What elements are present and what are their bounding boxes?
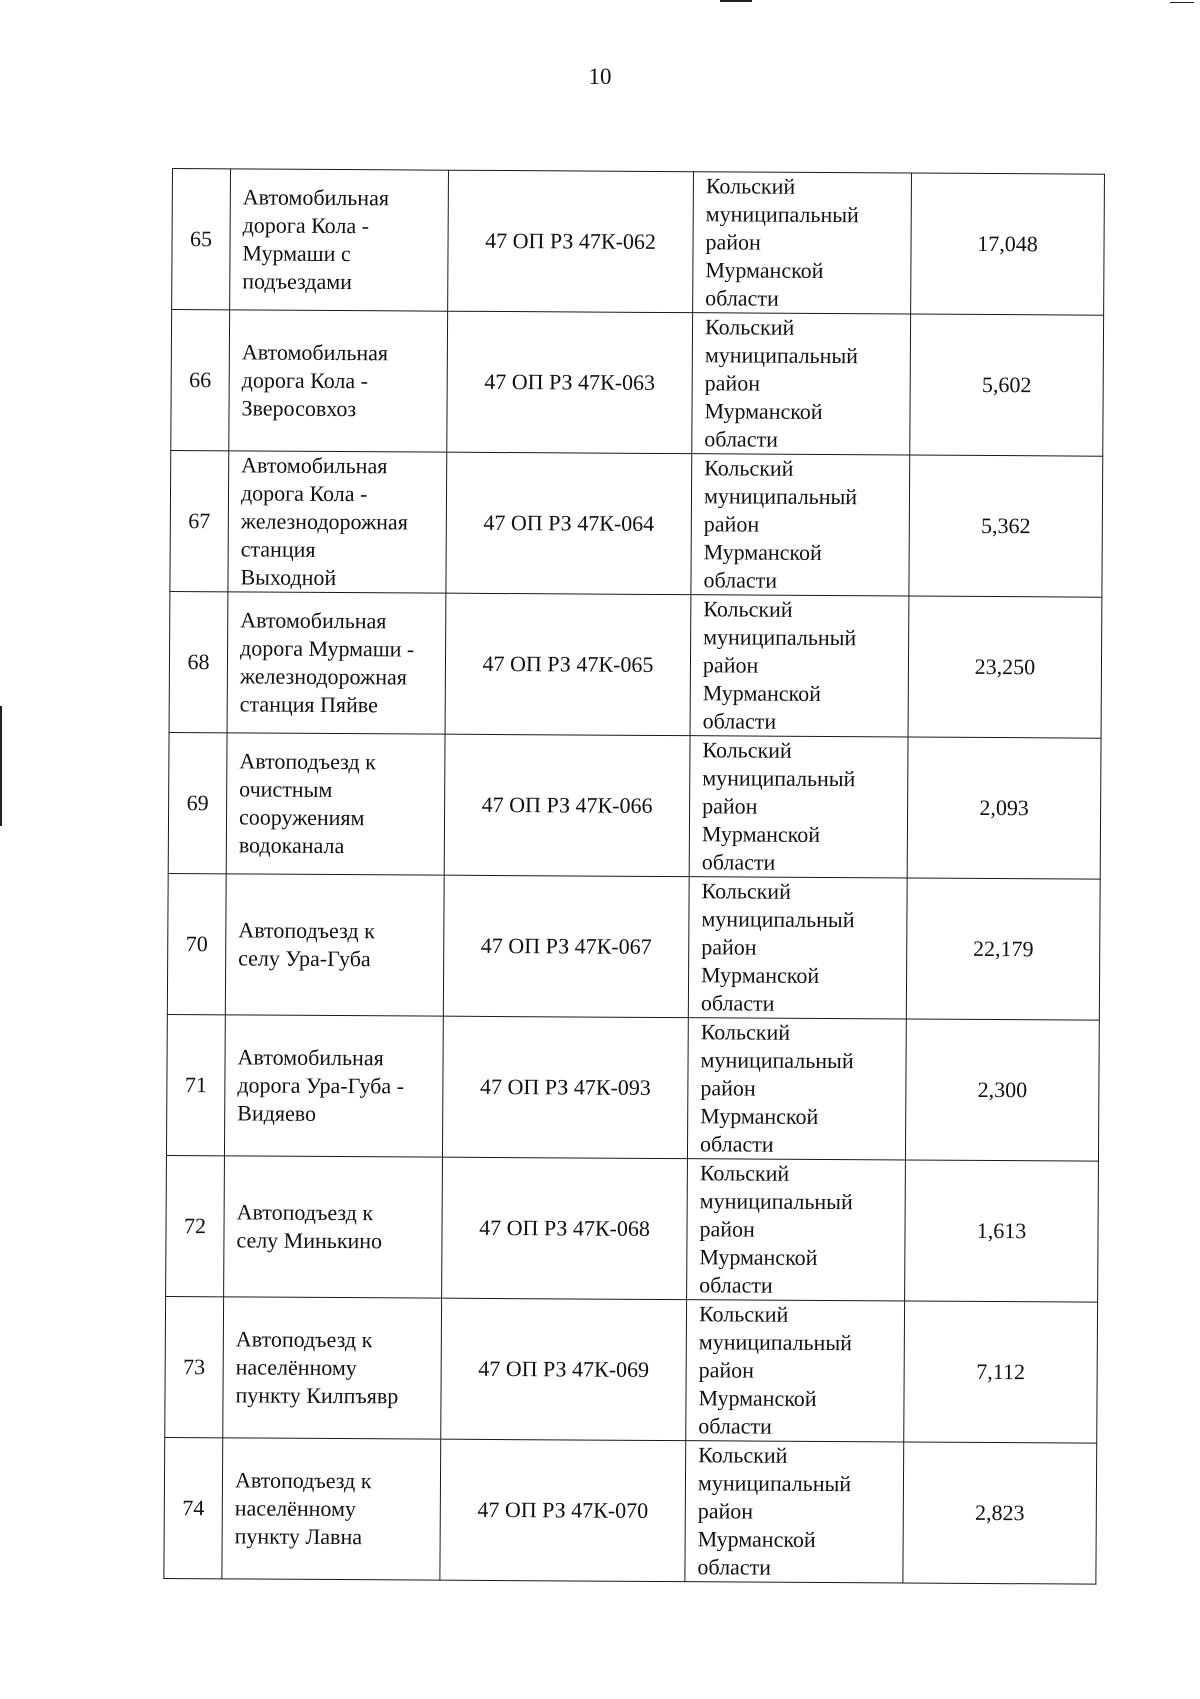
row-number: 69 <box>168 732 227 873</box>
district-line: области <box>702 708 777 734</box>
road-name-line: пункту Килпъявр <box>235 1382 399 1409</box>
district-line: муниципальный <box>697 1470 852 1497</box>
road-name-line: Выходной <box>240 564 337 591</box>
district <box>693 172 912 314</box>
row-number: 70 <box>167 873 226 1014</box>
road-name-line: населённому <box>235 1354 357 1381</box>
district-line: Кольский <box>704 314 795 340</box>
district-line: район <box>703 511 760 537</box>
row-number: 65 <box>172 169 231 310</box>
road-id: 47 ОП РЗ 47К-069 <box>441 1298 687 1440</box>
district-line: Мурманской <box>705 257 824 283</box>
table-row <box>167 873 1100 1020</box>
table-row <box>169 591 1102 738</box>
district-line: район <box>705 229 761 255</box>
road-name-line: Автомобильная <box>237 1044 384 1071</box>
district-line: муниципальный <box>700 1047 854 1074</box>
district-line: Мурманской <box>698 1385 817 1411</box>
district <box>686 1300 905 1442</box>
district-line: Кольский <box>703 596 793 622</box>
district <box>689 736 908 878</box>
road-id: 47 ОП РЗ 47К-093 <box>442 1016 688 1158</box>
road-name-line: Автомобильная <box>241 452 388 479</box>
road-name <box>227 592 446 734</box>
road-length: 7,112 <box>904 1301 1098 1443</box>
road-id: 47 ОП РЗ 47К-070 <box>440 1439 686 1581</box>
table-row <box>166 1155 1099 1302</box>
table-row <box>168 732 1101 879</box>
district-line: Кольский <box>702 737 792 763</box>
district-line: Кольский <box>698 1301 789 1327</box>
row-number: 71 <box>166 1014 225 1155</box>
district <box>685 1441 904 1583</box>
road-name-line: дорога Кола - <box>240 480 368 507</box>
district-line: области <box>705 285 779 311</box>
road-name <box>229 310 448 452</box>
district-line: Кольский <box>701 878 791 904</box>
road-length: 5,362 <box>909 455 1103 597</box>
road-name <box>225 874 444 1016</box>
row-number: 73 <box>165 1296 224 1437</box>
road-name-line: Автоподъезд к <box>234 1467 372 1494</box>
road-length: 22,179 <box>906 878 1100 1020</box>
district-line: области <box>703 567 778 593</box>
roads-table <box>163 168 1105 1585</box>
district <box>691 454 910 596</box>
road-length: 1,613 <box>905 1160 1099 1302</box>
district-line: Кольский <box>704 455 794 481</box>
row-number: 72 <box>166 1155 225 1296</box>
district-line: район <box>700 1075 756 1101</box>
road-name-line: дорога Ура-Губа - <box>237 1072 405 1099</box>
row-number: 74 <box>164 1437 223 1578</box>
road-name-line: сооружениям <box>238 804 365 831</box>
road-name-line: пункту Лавна <box>234 1523 363 1550</box>
road-name-line: Мурмаши с <box>242 240 351 267</box>
road-name-line: Автомобильная <box>240 607 387 634</box>
road-id: 47 ОП РЗ 47К-063 <box>447 311 693 453</box>
district-line: области <box>697 1554 772 1580</box>
table-row <box>166 1014 1099 1161</box>
road-name-line: Автоподъезд к <box>236 1199 374 1226</box>
road-name-line: Зверосовхоз <box>241 395 357 422</box>
district-line: муниципальный <box>699 1188 853 1215</box>
district-line: Кольский <box>700 1019 791 1045</box>
district-line: район <box>701 934 757 960</box>
district <box>688 877 907 1019</box>
district-line: Кольский <box>699 1160 790 1186</box>
table-row <box>171 310 1104 457</box>
road-name-line: Автомобильная <box>242 184 390 211</box>
road-name <box>224 1156 443 1298</box>
district <box>690 595 909 737</box>
road-length: 2,823 <box>903 1442 1097 1584</box>
scan-mark-top <box>720 0 752 2</box>
road-name-line: Автоподъезд к <box>239 748 376 775</box>
scan-mark-top-right <box>1170 2 1194 3</box>
district-line: муниципальный <box>698 1329 853 1356</box>
district-line: муниципальный <box>704 342 859 369</box>
district-line: муниципальный <box>703 624 857 651</box>
table-row <box>165 1296 1098 1443</box>
district-line: Мурманской <box>699 1244 818 1270</box>
road-name-line: железнодорожная <box>239 663 408 690</box>
road-name-line: селу Ура-Губа <box>238 945 371 972</box>
district-line: области <box>701 849 776 875</box>
district-line: Мурманской <box>701 962 820 988</box>
road-name-line: станция Пяйве <box>239 691 378 718</box>
district-line: район <box>702 652 759 678</box>
road-id: 47 ОП РЗ 47К-067 <box>443 875 689 1017</box>
road-name <box>222 1438 441 1580</box>
table-row <box>172 169 1105 316</box>
road-name-line: Автомобильная <box>241 339 389 366</box>
road-name-line: станция <box>240 536 316 562</box>
district <box>687 1159 906 1301</box>
district <box>692 313 911 455</box>
district-line: области <box>700 990 775 1016</box>
district-line: район <box>698 1357 755 1383</box>
district-line: район <box>697 1498 754 1524</box>
road-name <box>223 1297 442 1439</box>
district-line: Мурманской <box>703 539 822 565</box>
road-name-line: селу Минькино <box>236 1227 383 1254</box>
road-name-line: дорога Мурмаши - <box>239 635 415 662</box>
row-number: 67 <box>170 450 229 591</box>
district-line: области <box>699 1272 773 1298</box>
road-name-line: Видяево <box>237 1100 317 1126</box>
road-name <box>226 733 445 875</box>
road-name-line: очистным <box>239 776 333 802</box>
district-line: район <box>704 370 761 396</box>
page-number: 10 <box>588 64 612 89</box>
road-name <box>224 1015 443 1157</box>
road-length: 17,048 <box>911 173 1105 315</box>
road-name-line: дорога Кола - <box>242 212 370 239</box>
district-line: муниципальный <box>705 201 859 228</box>
district-line: муниципальный <box>701 906 855 933</box>
district-line: район <box>702 793 758 819</box>
row-number: 68 <box>169 591 228 732</box>
road-id: 47 ОП РЗ 47К-062 <box>448 170 694 312</box>
road-length: 2,093 <box>907 737 1101 879</box>
district-line: области <box>699 1131 774 1157</box>
road-length: 23,250 <box>908 596 1102 738</box>
road-id: 47 ОП РЗ 47К-064 <box>446 452 692 594</box>
road-name-line: водоканала <box>238 832 345 859</box>
table-row <box>164 1437 1097 1584</box>
scan-mark-left <box>0 706 2 826</box>
road-name-line: дорога Кола - <box>241 367 369 394</box>
district-line: муниципальный <box>702 765 856 792</box>
road-id: 47 ОП РЗ 47К-065 <box>445 593 691 735</box>
road-length: 2,300 <box>905 1019 1099 1161</box>
road-name-line: Автоподъезд к <box>235 1326 373 1353</box>
district-line: Мурманской <box>701 821 821 847</box>
district-line: области <box>698 1413 772 1439</box>
district-line: район <box>699 1216 755 1242</box>
district-line: Мурманской <box>702 680 821 706</box>
road-name-line: железнодорожная <box>240 508 408 535</box>
district-line: области <box>704 426 778 452</box>
district-line: Мурманской <box>704 398 823 424</box>
road-name-line: Автоподъезд к <box>238 917 375 944</box>
road-name-line: населённому <box>234 1495 357 1522</box>
road-name-line: подъездами <box>242 268 353 295</box>
district-line: Мурманской <box>700 1103 819 1129</box>
district-line: Кольский <box>698 1442 788 1468</box>
district-line: Кольский <box>705 173 796 199</box>
road-id: 47 ОП РЗ 47К-068 <box>442 1157 688 1299</box>
table-row <box>170 450 1103 597</box>
district-line: муниципальный <box>703 483 858 510</box>
road-name <box>230 169 449 311</box>
district-line: Мурманской <box>697 1526 816 1552</box>
road-length: 5,602 <box>910 314 1104 456</box>
table-body <box>164 169 1105 1585</box>
road-name <box>228 451 447 593</box>
district <box>687 1018 906 1160</box>
road-id: 47 ОП РЗ 47К-066 <box>444 734 690 876</box>
row-number: 66 <box>171 310 230 451</box>
